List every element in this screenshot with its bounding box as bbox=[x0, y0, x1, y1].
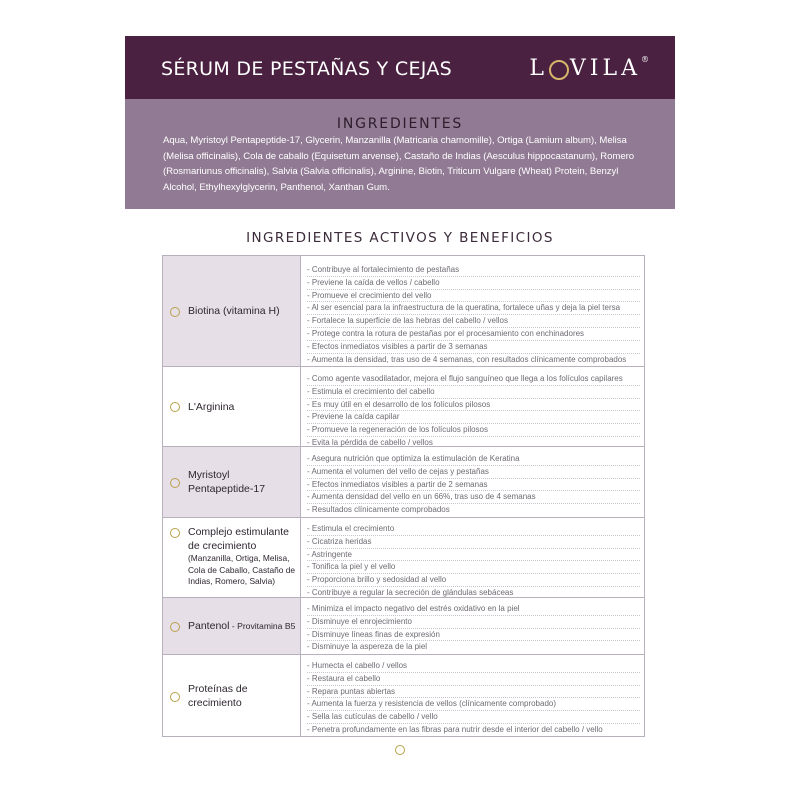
ingredients-panel bbox=[125, 99, 675, 209]
ingredient-name-line2: Pentapeptide-17 bbox=[188, 483, 266, 495]
benefits-list bbox=[307, 523, 640, 599]
logo-letter: L bbox=[529, 56, 548, 81]
benefit-item: - Aumenta el volumen del vello de cejas y pestañas bbox=[307, 466, 640, 479]
benefit-item: - Efectos inmediatos visibles a partir de 3 semanas bbox=[307, 341, 640, 354]
ingredient-label bbox=[170, 518, 296, 597]
ingredient-name bbox=[188, 525, 296, 588]
ingredient-cell bbox=[163, 447, 301, 517]
benefit-item: - Resultados clínicamente comprobados bbox=[307, 504, 640, 516]
benefit-item: - Sella las cutículas de cabello / vello bbox=[307, 711, 640, 724]
ingredient-cell bbox=[163, 518, 301, 597]
benefit-item: - Estimula el crecimiento del cabello bbox=[307, 386, 640, 399]
benefit-item: - Cicatriza heridas bbox=[307, 536, 640, 549]
table-row bbox=[163, 256, 644, 367]
benefits-table bbox=[162, 255, 645, 737]
benefit-item: - Contribuye a regular la secreción de glándulas sebáceas bbox=[307, 587, 640, 599]
benefits-cell bbox=[301, 518, 644, 597]
ingredient-label bbox=[170, 598, 296, 654]
benefits-cell bbox=[301, 447, 644, 517]
section-title: INGREDIENTES ACTIVOS Y BENEFICIOS bbox=[246, 230, 554, 246]
trademark-mark: ® bbox=[641, 55, 649, 64]
footer-ring-icon bbox=[395, 745, 405, 755]
table-row bbox=[163, 655, 644, 737]
brand-logo bbox=[529, 56, 649, 81]
benefits-cell bbox=[301, 256, 644, 366]
bullet-ring-icon bbox=[170, 478, 180, 488]
ingredient-components: (Manzanilla, Ortiga, Melisa, Cola de Caballo, Castaño de Indias, Romero, Salvia) bbox=[188, 553, 296, 586]
bullet-ring-icon bbox=[170, 692, 180, 702]
table-row bbox=[163, 367, 644, 447]
benefit-item: - Tonifica la piel y el vello bbox=[307, 561, 640, 574]
bullet-ring-icon bbox=[170, 528, 180, 538]
benefits-list bbox=[307, 453, 640, 516]
ingredient-cell bbox=[163, 256, 301, 366]
ingredients-title: INGREDIENTES bbox=[336, 116, 464, 132]
ingredient-name-line2: de crecimiento bbox=[188, 540, 257, 552]
ingredient-name: L'Arginina bbox=[188, 400, 235, 413]
benefit-item: - Restaura el cabello bbox=[307, 673, 640, 686]
header-band bbox=[125, 36, 675, 99]
benefits-cell bbox=[301, 367, 644, 446]
ingredient-label bbox=[170, 367, 296, 446]
benefit-item: - Promueve el crecimiento del vello bbox=[307, 290, 640, 303]
ingredient-cell bbox=[163, 655, 301, 737]
ingredient-name-line1: Complejo estimulante bbox=[188, 526, 289, 538]
benefit-item: - Penetra profundamente en las fibras para nutrir desde el interior del cabello / vello bbox=[307, 724, 640, 736]
table-row bbox=[163, 447, 644, 518]
benefits-list bbox=[307, 660, 640, 736]
benefit-item: - Al ser esencial para la infraestructura de la queratina, fortalece uñas y deja la piel tersa bbox=[307, 302, 640, 315]
ingredient-name-main: Pantenol bbox=[188, 620, 230, 632]
table-row bbox=[163, 598, 644, 655]
benefit-item: - Es muy útil en el desarrollo de los folículos pilosos bbox=[307, 399, 640, 412]
ingredient-name bbox=[188, 619, 295, 633]
ingredient-name: Proteínas de crecimiento bbox=[188, 683, 248, 709]
ingredient-name bbox=[188, 468, 265, 496]
benefit-item: - Estimula el crecimiento bbox=[307, 523, 640, 536]
ingredients-list-text: Aqua, Myristoyl Pentapeptide-17, Glycerin, Manzanilla (Matricaria chamomille), Ortiga (Lamium album), Melisa (Melisa officinalis), Cola de caballo (Equisetum arvense), Castaño de Indias (Aesculus hippocastanum), Romero (Rosmariunus officinalis), Salvia (Salvia officinalis), Arginine, Biotin, Triticum Vulgare (Wheat) Protein, Benzyl Alcohol, Ethylhexylglycerin, Panthenol, Xanthan Gum. bbox=[163, 135, 635, 193]
bullet-ring-icon bbox=[170, 307, 180, 317]
bullet-ring-icon bbox=[170, 402, 180, 412]
benefit-item: - Aumenta la densidad, tras uso de 4 semanas, con resultados clínicamente comprobados bbox=[307, 354, 640, 366]
ingredient-label bbox=[170, 256, 296, 366]
benefit-item: - Disminuye la aspereza de la piel bbox=[307, 641, 640, 653]
benefit-item: - Previene la caída capilar bbox=[307, 411, 640, 424]
benefit-item: - Minimiza el impacto negativo del estrés oxidativo en la piel bbox=[307, 603, 640, 616]
benefit-item: - Como agente vasodilatador, mejora el flujo sanguíneo que llega a los folículos capilares bbox=[307, 373, 640, 386]
logo-letters: VILA bbox=[569, 56, 641, 81]
benefit-item: - Proporciona brillo y sedosidad al vello bbox=[307, 574, 640, 587]
benefits-cell bbox=[301, 598, 644, 654]
benefit-item: - Asegura nutrición que optimiza la estimulación de Keratina bbox=[307, 453, 640, 466]
ingredient-label bbox=[170, 655, 296, 737]
benefit-item: - Fortalece la superficie de las hebras del cabello / vellos bbox=[307, 315, 640, 328]
ingredient-label bbox=[170, 447, 296, 517]
benefit-item: - Disminuye líneas finas de expresión bbox=[307, 629, 640, 642]
ingredient-name-line1: Myristoyl bbox=[188, 469, 230, 481]
benefit-item: - Evita la pérdida de cabello / vellos bbox=[307, 437, 640, 449]
benefit-item: - Repara puntas abiertas bbox=[307, 686, 640, 699]
ingredient-cell bbox=[163, 598, 301, 654]
page-title: SÉRUM DE PESTAÑAS Y CEJAS bbox=[161, 58, 452, 80]
benefit-item: - Previene la caída de vellos / cabello bbox=[307, 277, 640, 290]
benefit-item: - Aumenta la fuerza y resistencia de vellos (clínicamente comprobado) bbox=[307, 698, 640, 711]
benefit-item: - Humecta el cabello / vellos bbox=[307, 660, 640, 673]
ingredient-name: Biotina (vitamina H) bbox=[188, 305, 280, 317]
benefits-cell bbox=[301, 655, 644, 737]
benefit-item: - Astringente bbox=[307, 549, 640, 562]
benefits-list bbox=[307, 373, 640, 449]
benefit-item: - Disminuye el enrojecimiento bbox=[307, 616, 640, 629]
benefits-list bbox=[307, 603, 640, 653]
logo-ring-icon bbox=[549, 60, 569, 80]
benefits-list bbox=[307, 264, 640, 365]
benefit-item: - Aumenta densidad del vello en un 66%, tras uso de 4 semanas bbox=[307, 491, 640, 504]
benefit-item: - Promueve la regeneración de los folículos pilosos bbox=[307, 424, 640, 437]
bullet-ring-icon bbox=[170, 622, 180, 632]
ingredient-name-extra: - Provitamina B5 bbox=[229, 621, 296, 631]
table-row bbox=[163, 518, 644, 598]
benefit-item: - Efectos inmediatos visibles a partir de 2 semanas bbox=[307, 479, 640, 492]
benefit-item: - Contribuye al fortalecimiento de pestañas bbox=[307, 264, 640, 277]
ingredient-cell bbox=[163, 367, 301, 446]
benefit-item: - Protege contra la rotura de pestañas por el procesamiento con enchinadores bbox=[307, 328, 640, 341]
